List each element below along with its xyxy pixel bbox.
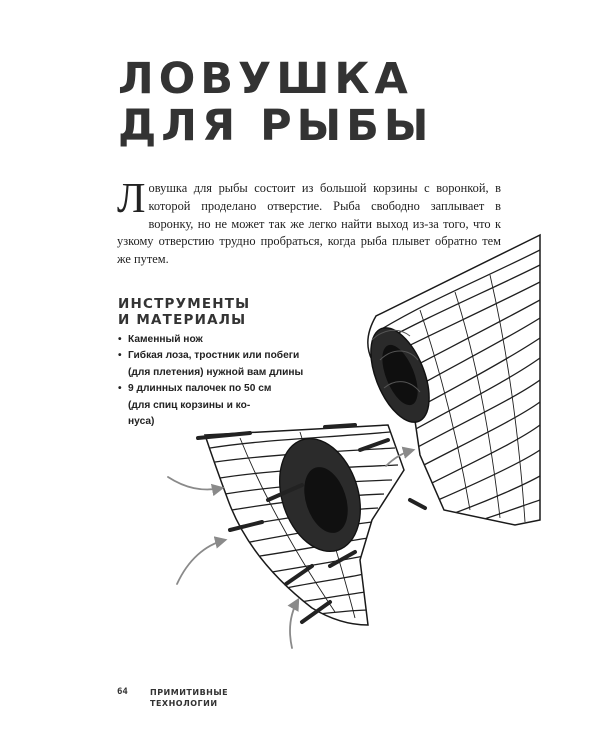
section-name-line-1: ПРИМИТИВНЫЕ: [150, 688, 229, 697]
arrow-icon: [168, 477, 222, 490]
arrow-icon: [177, 540, 225, 584]
tools-list-item-line: (для плетения) нужной вам длины: [128, 366, 304, 378]
page-number: 64: [117, 687, 128, 697]
page-title-line-1: ЛОВУШКА: [118, 54, 413, 104]
section-name-line-2: ТЕХНОЛОГИИ: [150, 699, 218, 708]
tools-list-item-line: нуса): [128, 416, 155, 428]
tools-heading-line-1: ИНСТРУМЕНТЫ: [118, 296, 251, 312]
funnel-drawing: [198, 425, 425, 625]
tools-list-item-line: • Каменный нож: [128, 334, 203, 345]
tools-heading-line-2: И МАТЕРИАЛЫ: [118, 312, 247, 328]
section-name: [150, 687, 228, 709]
tools-list-item-line: (для спиц корзины и ко-: [128, 399, 251, 411]
page-title-line-2: ДЛЯ РЫБЫ: [118, 101, 434, 151]
intro-text: овушка для рыбы состоит из большой корзины с воронкой, в которой проделано отверстие. Рыба свободно заплывает в воронку, но не может так же легко найти выход из-за того, что к узкому отверстию трудно пробраться, когда рыба плывет обратно тем же путем.: [117, 181, 501, 267]
tools-list-item-line: • Гибкая лоза, тростник или побеги: [128, 350, 300, 362]
arrow-icon: [290, 600, 298, 648]
drop-cap: Л: [117, 176, 146, 222]
tools-list-item-line: • 9 длинных палочек по 50 см: [128, 383, 272, 395]
